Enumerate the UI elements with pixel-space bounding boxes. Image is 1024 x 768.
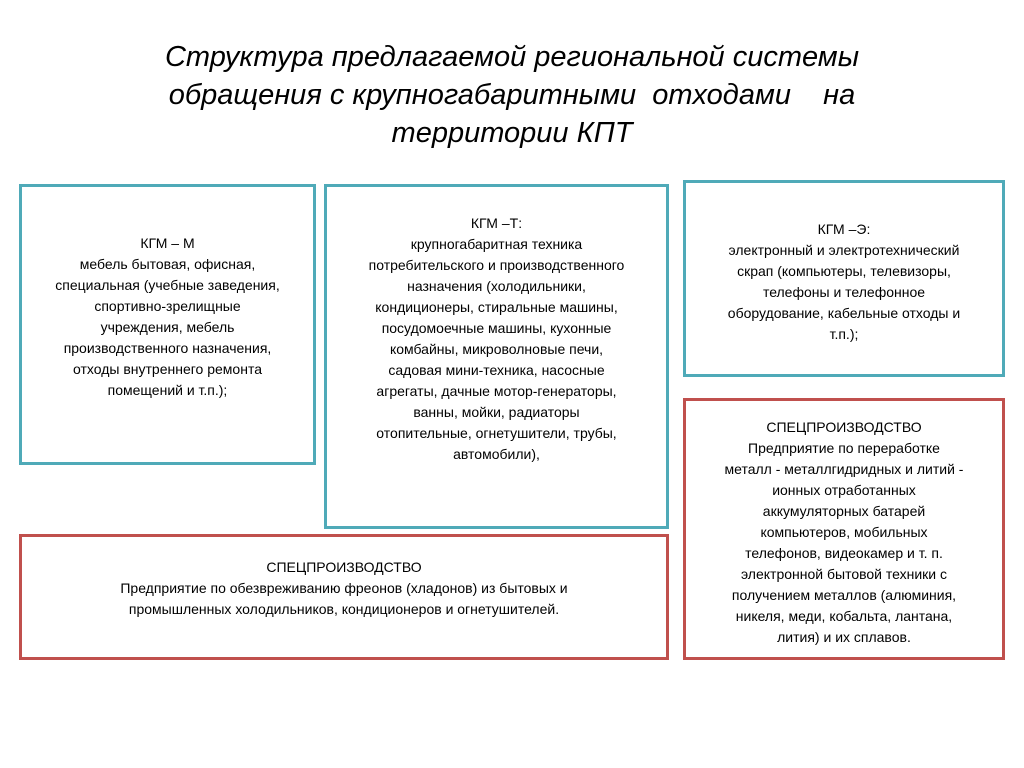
kgm-m-line: мебель бытовая, офисная, — [79, 256, 256, 272]
spec-freon-heading: СПЕЦПРОИЗВОДСТВО — [266, 559, 422, 575]
spec-metal-line: телефонов, видеокамер и т. п. — [745, 545, 943, 561]
kgm-m-line: помещений и т.п.); — [107, 382, 228, 398]
kgm-t-line: ванны, мойки, радиаторы — [413, 404, 580, 420]
kgm-e-box — [683, 180, 1005, 377]
kgm-m-line: отходы внутреннего ремонта — [73, 361, 262, 377]
spec-freon-box — [19, 534, 669, 660]
kgm-t-line: посудомоечные машины, кухонные — [381, 320, 612, 336]
kgm-m-line: специальная (учебные заведения, — [55, 277, 280, 293]
kgm-t-heading: КГМ –Т: — [470, 215, 523, 231]
kgm-t-line: кондиционеры, стиральные машины, — [375, 299, 618, 315]
kgm-t-line: отопительные, огнетушители, трубы, — [376, 425, 617, 441]
page-title — [80, 38, 944, 152]
spec-metal-line: Предприятие по переработке — [748, 440, 940, 456]
spec-metal-line: получением металлов (алюминия, — [731, 587, 957, 603]
kgm-m-heading: КГМ – М — [140, 235, 195, 251]
kgm-e-line: электронный и электротехнический — [728, 242, 960, 258]
kgm-e-line: телефоны и телефонное — [762, 284, 926, 300]
kgm-t-box — [324, 184, 669, 529]
spec-metal-heading: СПЕЦПРОИЗВОДСТВО — [766, 419, 922, 435]
kgm-e-line: т.п.); — [829, 326, 859, 342]
spec-metal-line: лития) и их сплавов. — [777, 629, 911, 645]
spec-metal-box — [683, 398, 1005, 660]
kgm-t-line: потребительского и производственного — [368, 257, 625, 273]
spec-metal-line: компьютеров, мобильных — [760, 524, 928, 540]
kgm-m-line: производственного назначения, — [63, 340, 272, 356]
spec-metal-line: электронной бытовой техники с — [740, 566, 948, 582]
kgm-e-heading: КГМ –Э: — [817, 221, 871, 237]
kgm-t-line: садовая мини-техника, насосные — [388, 362, 605, 378]
spec-metal-line: ионных отработанных — [772, 482, 916, 498]
kgm-m-line: спортивно-зрелищные — [94, 298, 241, 314]
spec-metal-line: никеля, меди, кобальта, лантана, — [735, 608, 953, 624]
spec-metal-line: аккумуляторных батарей — [762, 503, 926, 519]
spec-freon-line: промышленных холодильников, кондиционеров и огнетушителей. — [128, 601, 560, 617]
spec-metal-line: металл - металлгидридных и литий - — [724, 461, 964, 477]
kgm-t-line: агрегаты, дачные мотор-генераторы, — [376, 383, 617, 399]
kgm-m-line: учреждения, мебель — [100, 319, 235, 335]
kgm-t-line: автомобили), — [453, 446, 540, 462]
title-line-3: территории КПТ — [391, 117, 633, 149]
spec-freon-line: Предприятие по обезвреживанию фреонов (хладонов) из бытовых и — [120, 580, 568, 596]
kgm-m-box — [19, 184, 316, 465]
kgm-e-line: оборудование, кабельные отходы и — [727, 305, 961, 321]
kgm-t-line: крупногабаритная техника — [410, 236, 583, 252]
kgm-t-line: комбайны, микроволновые печи, — [389, 341, 604, 357]
title-line-1: Структура предлагаемой региональной системы — [164, 41, 860, 73]
kgm-e-line: скрап (компьютеры, телевизоры, — [737, 263, 951, 279]
kgm-t-line: назначения (холодильники, — [407, 278, 586, 294]
title-line-2: обращения с крупногабаритными отходами на — [168, 79, 856, 111]
